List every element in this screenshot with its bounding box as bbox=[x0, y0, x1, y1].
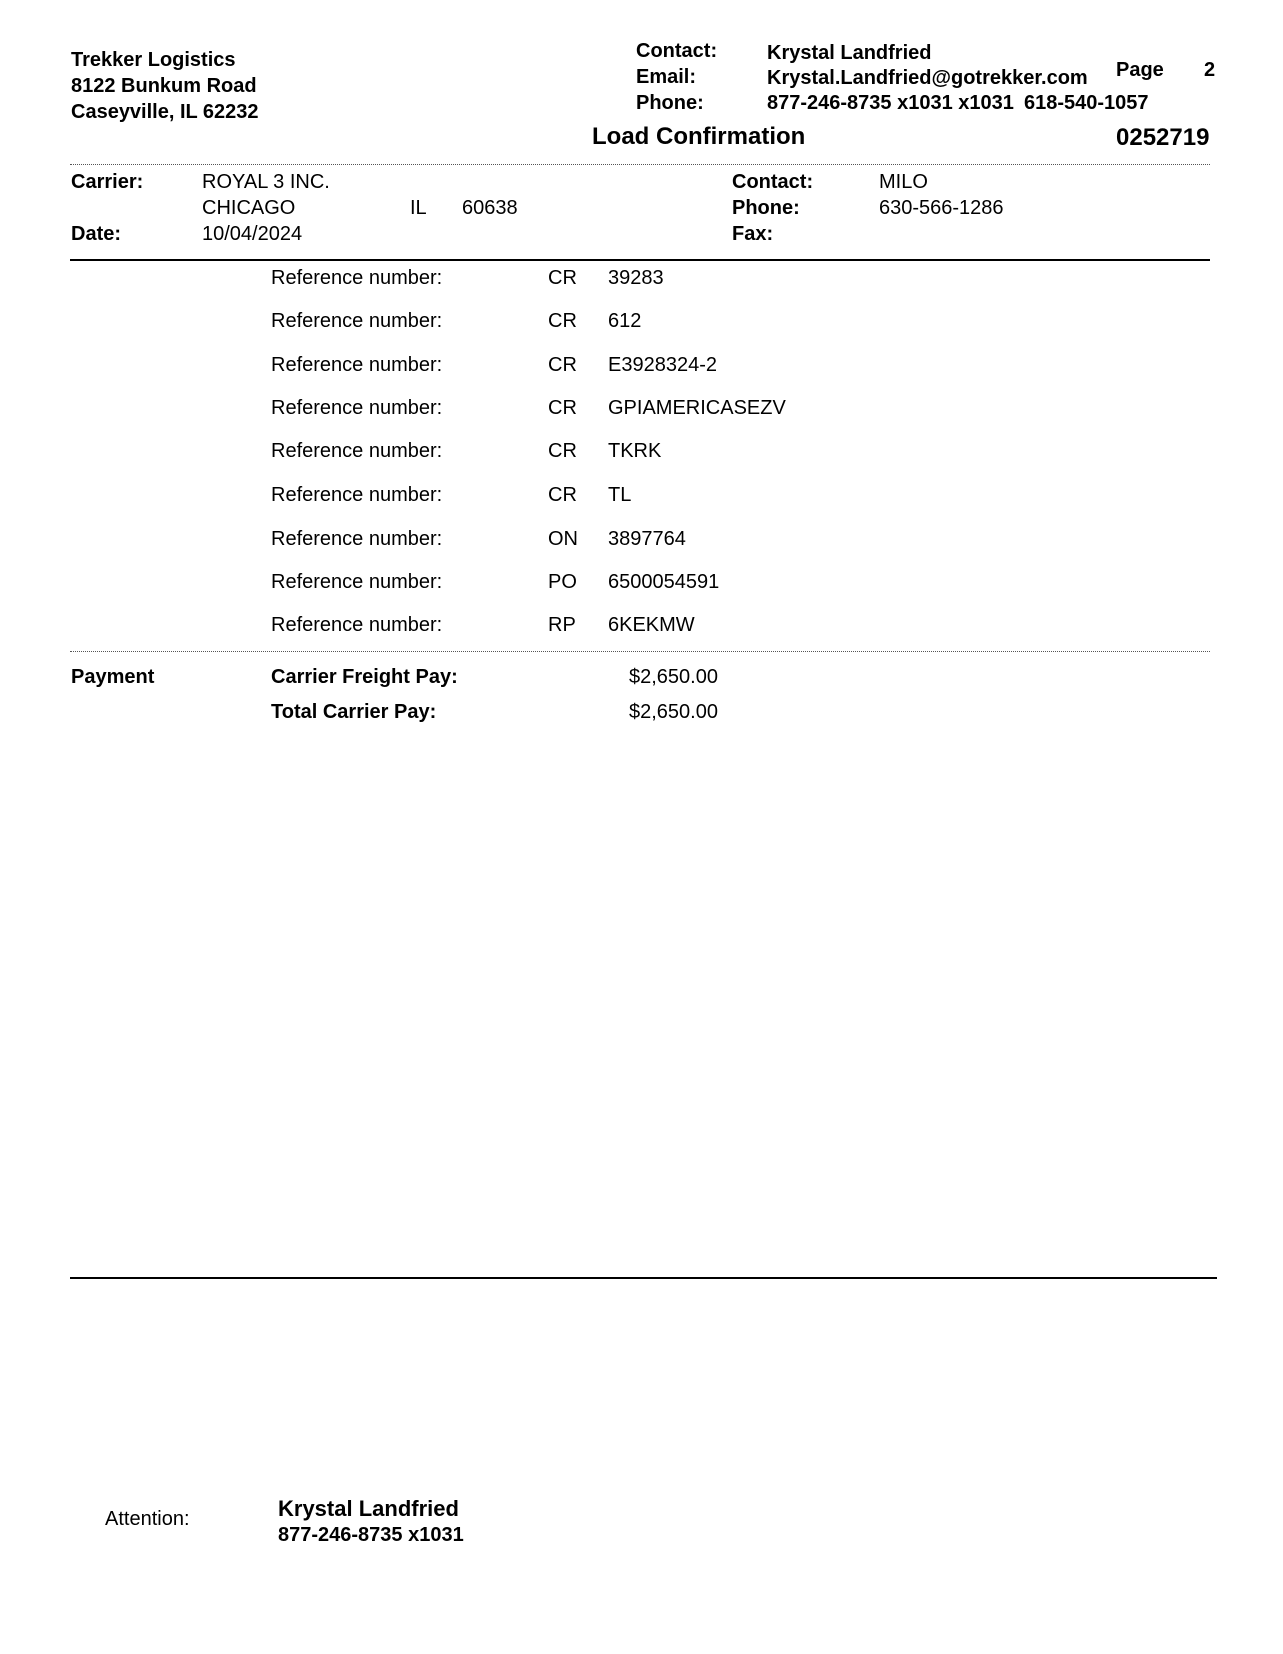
reference-row bbox=[0, 485, 1283, 509]
footer-divider bbox=[70, 1277, 1217, 1279]
date-label: Date: bbox=[71, 223, 122, 245]
carrier-divider bbox=[70, 259, 1210, 261]
reference-code: CR bbox=[548, 397, 577, 419]
header-contact-value: Krystal Landfried bbox=[767, 42, 932, 64]
reference-value: E3928324-2 bbox=[608, 354, 717, 376]
reference-row bbox=[0, 615, 1283, 639]
carrier-contact-label: Contact: bbox=[732, 171, 814, 193]
reference-row bbox=[0, 398, 1283, 422]
carrier-state: IL bbox=[410, 197, 427, 219]
total-pay-value: $2,650.00 bbox=[629, 701, 718, 723]
reference-row bbox=[0, 355, 1283, 379]
reference-row bbox=[0, 441, 1283, 465]
attention-label: Attention: bbox=[105, 1508, 190, 1530]
references-divider bbox=[70, 651, 1210, 652]
company-name: Trekker Logistics bbox=[71, 49, 236, 71]
carrier-zip: 60638 bbox=[462, 197, 518, 219]
payment-section-label: Payment bbox=[71, 666, 155, 688]
reference-label: Reference number: bbox=[271, 440, 443, 462]
header-phone-value: 877-246-8735 x1031 x1031 bbox=[767, 92, 1014, 114]
company-address-line1: 8122 Bunkum Road bbox=[71, 75, 257, 97]
reference-label: Reference number: bbox=[271, 267, 443, 289]
reference-code: PO bbox=[548, 571, 577, 593]
reference-code: CR bbox=[548, 440, 577, 462]
reference-row bbox=[0, 572, 1283, 596]
freight-pay-value: $2,650.00 bbox=[629, 666, 718, 688]
carrier-label: Carrier: bbox=[71, 171, 144, 193]
reference-value: 39283 bbox=[608, 267, 664, 289]
reference-row bbox=[0, 311, 1283, 335]
header-email-value: Krystal.Landfried@gotrekker.com bbox=[767, 67, 1088, 89]
reference-label: Reference number: bbox=[271, 484, 443, 506]
total-pay-label: Total Carrier Pay: bbox=[271, 701, 437, 723]
reference-code: CR bbox=[548, 484, 577, 506]
carrier-name: ROYAL 3 INC. bbox=[202, 171, 330, 193]
carrier-phone-label: Phone: bbox=[732, 197, 800, 219]
reference-value: 6KEKMW bbox=[608, 614, 695, 636]
carrier-city: CHICAGO bbox=[202, 197, 296, 219]
page-number: 2 bbox=[1204, 59, 1216, 81]
reference-label: Reference number: bbox=[271, 354, 443, 376]
reference-code: CR bbox=[548, 310, 577, 332]
reference-label: Reference number: bbox=[271, 528, 443, 550]
reference-label: Reference number: bbox=[271, 397, 443, 419]
attention-phone: 877-246-8735 x1031 bbox=[278, 1524, 464, 1546]
document-title: Load Confirmation bbox=[592, 123, 806, 150]
reference-value: TL bbox=[608, 484, 632, 506]
company-address-line2: Caseyville, IL 62232 bbox=[71, 101, 259, 123]
reference-code: CR bbox=[548, 354, 577, 376]
header-email-label: Email: bbox=[636, 66, 697, 88]
document-number: 0252719 bbox=[1116, 124, 1210, 151]
attention-name: Krystal Landfried bbox=[278, 1496, 459, 1521]
reference-row bbox=[0, 268, 1283, 292]
reference-value: TKRK bbox=[608, 440, 662, 462]
date-value: 10/04/2024 bbox=[202, 223, 303, 245]
reference-value: 6500054591 bbox=[608, 571, 720, 593]
header-divider bbox=[70, 164, 1210, 165]
reference-label: Reference number: bbox=[271, 614, 443, 636]
carrier-fax-label: Fax: bbox=[732, 223, 774, 245]
reference-code: RP bbox=[548, 614, 576, 636]
reference-row bbox=[0, 529, 1283, 553]
reference-code: CR bbox=[548, 267, 577, 289]
reference-label: Reference number: bbox=[271, 571, 443, 593]
freight-pay-label: Carrier Freight Pay: bbox=[271, 666, 458, 688]
carrier-contact-value: MILO bbox=[879, 171, 928, 193]
page-label: Page bbox=[1116, 59, 1164, 81]
reference-code: ON bbox=[548, 528, 578, 550]
carrier-phone-value: 630-566-1286 bbox=[879, 197, 1004, 219]
reference-value: 3897764 bbox=[608, 528, 686, 550]
header-phone-value-2: 618-540-1057 bbox=[1024, 92, 1149, 114]
reference-value: GPIAMERICASEZV bbox=[608, 397, 786, 419]
reference-label: Reference number: bbox=[271, 310, 443, 332]
header-contact-label: Contact: bbox=[636, 40, 718, 62]
header-phone-label: Phone: bbox=[636, 92, 704, 114]
reference-value: 612 bbox=[608, 310, 642, 332]
